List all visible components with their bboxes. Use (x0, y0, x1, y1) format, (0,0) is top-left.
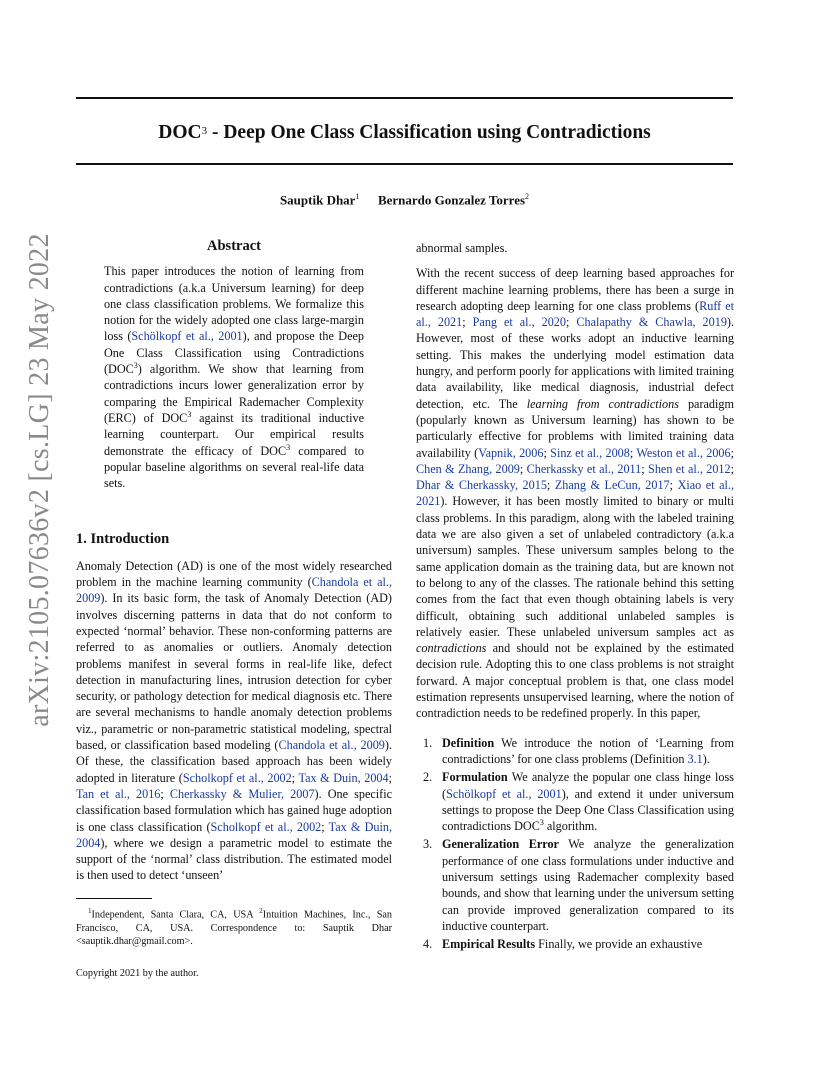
paper-title: DOC$^3$ - Deep One Class Classification using Contradictions (158, 122, 651, 143)
contribution-list (416, 735, 734, 953)
title-top-rule (76, 97, 733, 99)
citation-link[interactable]: Chandola et al., 2009 (278, 738, 385, 753)
left-column (76, 238, 392, 982)
citation-link[interactable]: Dhar & Cherkassky, 2015 (416, 478, 547, 493)
citation-link[interactable]: Chalapathy & Chawla, 2019 (576, 315, 727, 330)
citation-link[interactable]: Zhang & LeCun, 2017 (554, 478, 670, 493)
copyright-notice: Copyright 2021 by the author. (76, 967, 199, 979)
citation-link[interactable]: Cherkassky & Mulier, 2007 (169, 786, 315, 801)
author-name: Bernardo Gonzalez Torres (377, 192, 526, 208)
right-column (416, 240, 734, 954)
abstract-text: This paper introduces the notion of learning from contradictions (a.k.a Universum learning) for deep one class classification problems. We formalize this notion for the widely adopted one class large-margin loss (Schölkopf et al., 2001), and propose the Deep One Class Classification using Contradictions (DOC$^3$) algorithm. We show that learning from contradictions incurs lower generalization error by comparing the Empirical Rademacher Complexity (ERC) of DOC$^3$ against its traditional inductive learning counterpart. Our empirical results demonstrate the efficacy of DOC$^3$ compared to popular baseline algorithms on several real-life data sets. (104, 264, 364, 491)
definition-link[interactable]: 3.1 (687, 751, 703, 766)
intro-paragraph: With the recent success of deep learning based approaches for different machine learning problems, there has been a surge in research adopting deep learning for one class problems (Ruff et al., 2021; Pang et al., 2020; Chalapathy & Chawla, 2019). However, most of these works adopt an inductive learning setting. This makes the underlying model estimation data hungry, and perform poorly for applications with limited training data availability, like medical diagnosis, industrial defect detection, etc. The learning from contradictions paradigm (popularly known as Universum learning) has shown to be particularly effective for problems with limited training data availability (Vapnik, 2006; Sinz et al., 2008; Weston et al., 2006; Chen & Zhang, 2009; Cherkassky et al., 2011; Shen et al., 2012; Dhar & Cherkassky, 2015; Zhang & LeCun, 2017; Xiao et al., 2021). However, it has been mostly limited to binary or multi class problems. In this paradigm, along with the labeled training data we are also given a set of unlabeled contradictory (a.k.a universum) samples. These universum samples belong to the same application domain as the training data, but are known not to belong to any of the classes. The rationale behind this setting comes from the fact that even though obtaining labels is very difficult, obtaining such additional unlabeled samples is relatively easier. These unlabeled universum samples act as contradictions and should not be explained by the estimated decision rule. Adopting this to one class problems is not straight forward. A major conceptual problem is that, one class model estimation represents unsupervised learning, where the notion of contradiction needs to be redefined properly. In this paper, (416, 266, 735, 721)
author-name: Sauptik Dhar (279, 192, 356, 208)
citation-link[interactable]: Tan et al., 2016 (76, 786, 161, 801)
citation-link[interactable]: Ruff et al., 2021 (416, 298, 735, 330)
citation-link[interactable]: Weston et al., 2006 (636, 445, 731, 460)
abstract-heading: Abstract (207, 238, 261, 254)
list-item: 4. Empirical Results Finally, we provide an exhaustive (423, 937, 703, 952)
intro-paragraph: Anomaly Detection (AD) is one of the most widely researched problem in the machine learning community (Chandola et al., 2009). In its basic form, the task of Anomaly Detection (AD) involves discerning patterns in data that do not conform to expected ‘normal’ behavior. These non-conforming patterns are referred to as anomalies or outliers. Anomaly detection problems manifest in several forms in real-life like, defect detection in manufacturing lines, intrusion detection for cyber security, or pathology detection for medical diagnosis etc. There are several mechanisms to handle anomaly detection problems viz., parametric or non-parametric statistical modeling, spectral based, or classification based modeling (Chandola et al., 2009). Of these, the classification based approach has been widely adopted in literature (Scholkopf et al., 2002; Tax & Duin, 2004; Tan et al., 2016; Cherkassky & Mulier, 2007). One specific classification based formulation which has gained huge adoption is one class classification (Scholkopf et al., 2002; Tax & Duin, 2004), where we design a parametric model to estimate the support of the ‘normal’ class distribution. The estimated model is then used to detect ‘unseen’ (76, 558, 393, 883)
citation-link[interactable]: Schölkopf et al., 2001 (131, 329, 243, 344)
citation-link[interactable]: Cherkassky et al., 2011 (526, 461, 642, 476)
author-list: Sauptik Dhar$^1$ Bernardo Gonzalez Torres$^2$ (279, 192, 530, 208)
citation-link[interactable]: Chen & Zhang, 2009 (416, 461, 520, 476)
list-item: 1. Definition We introduce the notion of ‘Learning from contradictions’ for one class problems (Definition 3.1). (423, 735, 734, 766)
citation-link[interactable]: Sinz et al., 2008 (550, 445, 630, 460)
citation-link[interactable]: Chandola et al., 2009 (76, 575, 392, 606)
intro-paragraph-continued: abnormal samples. (416, 241, 508, 255)
citation-link[interactable]: Tax & Duin, 2004 (76, 819, 392, 850)
affiliation-footnote: $^1$Independent, Santa Clara, CA, USA $^2$Intuition Machines, Inc., San Francisco, CA, USA. Correspondence to: Sauptik Dhar <sauptik.dhar@gmail.com>. (76, 906, 393, 948)
section-heading-introduction: 1. Introduction (76, 531, 170, 548)
citation-link[interactable]: Xiao et al., 2021 (416, 478, 734, 509)
footnote-rule (76, 898, 152, 899)
citation-link[interactable]: Scholkopf et al., 2002 (182, 770, 292, 785)
title-bottom-rule (76, 163, 733, 165)
citation-link[interactable]: Tax & Duin, 2004 (298, 770, 389, 785)
citation-link[interactable]: Vapnik, 2006 (478, 445, 544, 460)
list-item: 3. Generalization Error We analyze the generalization performance of one class formulations under inductive and universum settings using Rademacher complexity based bounds, and show that learning under the universum setting can provide improved generalization compared to its inductive counterpart. (423, 837, 734, 933)
arxiv-stamp: arXiv:2105.07636v2 [cs.LG] 23 May 2022 (24, 233, 55, 727)
citation-link[interactable]: Schölkopf et al., 2001 (446, 786, 562, 801)
list-item: 2. Formulation We analyze the popular one class hinge loss (Schölkopf et al., 2001), and extend it under universum settings to propose the Deep One Class Classification using contradictions DOC$^3$ algorithm. (423, 770, 734, 834)
citation-link[interactable]: Pang et al., 2020 (472, 315, 566, 330)
citation-link[interactable]: Shen et al., 2012 (648, 461, 731, 476)
citation-link[interactable]: Scholkopf et al., 2002 (210, 819, 322, 834)
